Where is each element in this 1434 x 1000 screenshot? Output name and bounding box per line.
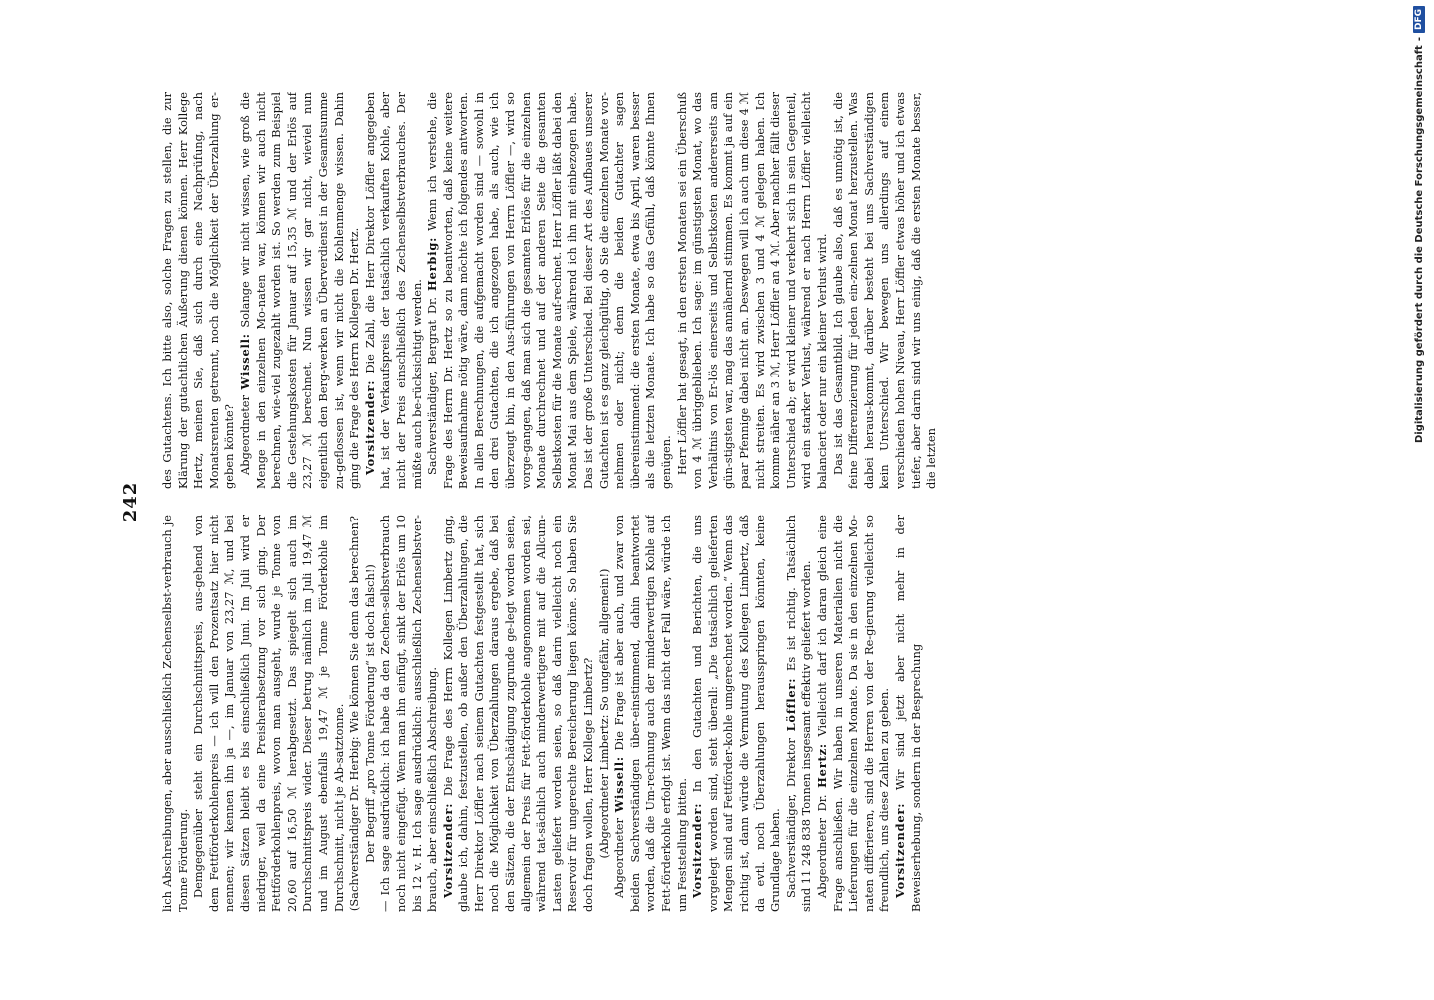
paragraph-text: Das ist das Gesamtbild. Ich glaube also, daß es unnötig ist, die feine Differenzierung für jeden ein-zelnen Monat herzustellen. Was dabei heraus-kommt, darüber besteht bei uns Sachverständigen kein Unterschied. Wir bewegen uns allerdings auf einem verschieden hohen Niveau, Herr Löffler etwas höher und ich etwas tiefer, aber darin sind wir uns einig, daß die ersten Monate besser, die letzten bbox=[830, 92, 939, 489]
paragraph-text: Wir sind jetzt aber nicht mehr in der Beweiserhebung, sondern in der Besprechung bbox=[892, 515, 923, 912]
speaker-role: Abgeordneter Dr. bbox=[814, 787, 829, 898]
speaker-role: Abgeordneter bbox=[612, 812, 627, 898]
digitization-credit bbox=[1408, 6, 1430, 994]
paragraph bbox=[238, 92, 363, 489]
paragraph bbox=[191, 515, 347, 912]
paragraph-text: In den Gutachten und Berichten, die uns vorgelegt worden sind, steht überall: „Die tatsächlich gelieferten Mengen sind auf Fettförder-kohle umgerechnet worden.“ Wenn das richtig ist, dann würde die Vermutung des Kollegen Limbertz, daß da evtl. noch Überzahlungen herausspringen könnten, keine Grundlage haben. bbox=[690, 515, 783, 912]
speaker-name: Vorsitzender: bbox=[892, 802, 907, 898]
page-number: 242 bbox=[120, 481, 141, 523]
speaker-role: Abgeordneter bbox=[237, 389, 252, 475]
paragraph bbox=[612, 515, 690, 912]
speaker-name: Löffler: bbox=[783, 677, 798, 732]
credit-separator: - bbox=[1413, 37, 1425, 42]
paragraph-text: Vielleicht darf ich daran gleich eine Frage anschließen. Wir haben in unseren Materialien nicht die Lieferungen für die einzelnen Monate. Da sie in den einzelnen Mo-naten differieren, sind die Herren von der Re-gierung vielleicht so freundlich, uns diese Zahlen zu geben. bbox=[814, 515, 892, 912]
speaker-name: Vorsitzender: bbox=[362, 379, 377, 475]
speaker-name: Wissell: bbox=[237, 333, 252, 390]
paragraph bbox=[160, 515, 191, 912]
text-columns bbox=[160, 92, 1270, 912]
paragraph bbox=[815, 515, 893, 912]
paragraph bbox=[441, 515, 597, 912]
paragraph-text: lich Abschreibungen, aber ausschließlich Zechenselbst-verbrauch je Tonne Förderung. bbox=[160, 515, 190, 912]
paragraph-text: Solange wir nicht wissen, wie groß die Menge in den einzelnen Mo-naten war, können wir auch nicht berechnen, wie-viel zugezahlt worden ist. So werden zum Beispiel die Gestehungskosten für Januar auf 15,35 ℳ und der Erlös auf 23,27 ℳ berechnet. Nun wissen wir gar nicht, wieviel nun eigentlich den Berg-werken an Überverdienst in der Gesamtsumme zu-geflossen ist, wenn wir nicht die Kohlenmenge wissen. Dahin ging die Frage des Herrn Kollegen Dr. Hertz. bbox=[237, 92, 362, 489]
paragraph-text: Herr Löffler hat gesagt, in den ersten Monaten sei ein Überschuß von 4 ℳ übriggeblieben. Ich sage: im günstigsten Monat, wo das Verhältnis von Er-lös einerseits und Selbstkosten andererseits am gün-stigsten war, mag das annähernd stimmen. Es kommt ja auf ein paar Pfennige dabei nicht an. Deswegen will ich auch um diese 4 ℳ nicht streiten. Es wird zwischen 3 und 4 ℳ gelegen haben. Ich komme näher an 3 ℳ, Herr Löffler an 4 ℳ. Aber nachher fällt dieser Unterschied ab; er wird kleiner und verkehrt sich in sein Gegenteil, wird ein starker Verlust, während er nach Herrn Löffler vielleicht balanciert oder nur ein kleiner Verlust wird. bbox=[674, 92, 829, 489]
paragraph-text: (Sachverständiger Dr. Herbig: Wie können Sie denn das berechnen? Der Begriff „pro Tonne Förderung“ ist doch falsch!) bbox=[347, 515, 377, 912]
speaker-name: Wissell: bbox=[612, 756, 627, 813]
paragraph bbox=[363, 92, 425, 489]
paragraph-text: — Ich sage ausdrücklich: ich habe da den Zechen-selbstverbrauch noch nicht eingefügt. Wenn man ihn einfügt, sinkt der Erlös um 10 bis 12 v. H. Ich sage ausdrücklich: ausschließlich Zechenselbstver-brauch, aber einschließlich Abschreibung. bbox=[378, 515, 440, 912]
paragraph bbox=[378, 515, 440, 912]
digitization-credit-line bbox=[1408, 6, 1430, 994]
speaker-name: Hertz: bbox=[814, 743, 829, 788]
speaker-name: Herbig: bbox=[425, 236, 440, 291]
credit-text: Digitalisierung gefördert durch die Deutsche Forschungsgemeinschaft bbox=[1413, 45, 1425, 444]
paragraph bbox=[425, 92, 675, 489]
left-column bbox=[160, 515, 1270, 912]
paragraph-text: Es ist richtig. Tatsächlich sind 11 248 838 Tonnen insgesamt effektiv geliefert worden. bbox=[783, 515, 814, 912]
paragraph bbox=[347, 515, 378, 912]
speaker-name: Vorsitzender: bbox=[690, 802, 705, 898]
paragraph-text: Die Zahl, die Herr Direktor Löffler angegeben hat, ist der Verkaufspreis der tatsächlich verkauften Kohle, aber nicht der Preis einschließlich des Zechenselbstverbrauches. Der müßte auch be-rücksichtigt werden. bbox=[362, 92, 424, 489]
paragraph-text: Wenn ich verstehe, die Frage des Herrn Dr. Hertz so zu beantworten, daß keine weitere Beweisaufnahme nötig wäre, dann möchte ich folgendes antworten. In allen Berechnungen, die aufgemacht worden sind — sowohl in den drei Gutachten, die ich angezogen habe, als auch, wie ich überzeugt bin, in den Aus-führungen von Herrn Löffler —, wird so vorge-gangen, daß man sich die gesamten Erlöse für die einzelnen Monate durchrechnet und auf der anderen Seite die gesamten Selbstkosten für die Monate auf-rechnet. Herr Löffler läßt dabei den Monat Mai aus dem Spiele, während ich ihn mit einbezogen habe. Das ist der große Unterschied. Bei dieser Art des Aufbaues unserer Gutachten ist es ganz gleichgültig, ob Sie die einzelnen Monate vor-nehmen oder nicht; denn die beiden Gutachter sagen übereinstimmend: die ersten Monate, etwa bis April, waren besser als die letzten Monate. Ich habe so das Gefühl, daß könnte Ihnen genügen. bbox=[425, 92, 673, 489]
paragraph bbox=[690, 515, 784, 912]
speaker-role: Sachverständiger, Direktor bbox=[783, 731, 798, 898]
paragraph bbox=[784, 515, 815, 912]
paragraph-text: (Abgeordneter Limbertz: So ungefähr, allgemein!) bbox=[596, 568, 611, 859]
paragraph bbox=[893, 515, 924, 912]
dfg-logo: DFG bbox=[1413, 6, 1425, 33]
paragraph-text: Demgegenüber steht ein Durchschnittspreis, aus-gehend von dem Fettförderkohlenpreis — ich will den Prozentsatz hier nicht nennen; wir kennen ihn ja —, im Januar von 23,27 ℳ, und bei diesen Sätzen bleibt es bis einschließlich Juni. Im Juli wird er niedriger, weil da eine Preisherabsetzung vor sich ging. Der Fettförderkohlenpreis, wovon man ausgeht, wurde je Tonne von 20,60 auf 16,50 ℳ herabgesetzt. Das spiegelt sich auch im Durchschnittspreis wider. Dieser betrug nämlich im Juli 19,47 ℳ und im August ebenfalls 19,47 ℳ je Tonne Förderkohle im Durchschnitt, nicht je Ab-satztonne. bbox=[191, 515, 346, 912]
paragraph bbox=[675, 92, 831, 489]
speaker-role: Sachverständiger, Bergrat Dr. bbox=[425, 290, 440, 475]
speaker-name: Vorsitzender: bbox=[440, 802, 455, 898]
paragraph-text: des Gutachtens. Ich bitte also, solche Fragen zu stellen, die zur Klärung der gutachtlichen Äußerung dienen können. Herr Kollege Hertz, meinen Sie, daß sich durch eine Nachprüfung, nach Monatsrenten getrennt, noch die Möglichkeit der Überzahlung er-geben könnte? bbox=[160, 92, 237, 489]
paragraph bbox=[831, 92, 940, 489]
rotated-page-content bbox=[120, 92, 1280, 912]
paragraph-text: Die Frage des Herrn Kollegen Limbertz ging, glaube ich, dahin, festzustellen, ob außer den Überzahlungen, die Herr Direktor Löffler nach seinem Gutachten festgestellt hat, sich noch die Möglichkeit von Überzahlungen daraus ergebe, daß bei den Sätzen, die der Entschädigung zugrunde ge-legt worden seien, allgemein der Preis für Fett-förderkohle angenommen worden sei, während tat-sächlich auch minderwertigere mit auf die Allcum-Lasten geliefert worden seien, so daß darin vielleicht noch ein Reservoir für ungerechte Bereicherung liegen könne. So haben Sie doch fragen wollen, Herr Kollege Limbertz? bbox=[440, 515, 596, 912]
scanned-page-area bbox=[120, 92, 1280, 912]
paragraph-text: Die Frage ist aber auch, und zwar von beiden Sachverständigen über-einstimmend, dahin beantwortet worden, daß die Um-rechnung auch der minderwertigen Kohle auf Fett-förderkohle erfolgt ist. Wenn das nicht der Fall wäre, würde ich um Feststellung bitten. bbox=[612, 515, 689, 912]
paragraph bbox=[160, 92, 238, 489]
paragraph bbox=[597, 515, 613, 912]
right-column bbox=[160, 92, 1270, 489]
